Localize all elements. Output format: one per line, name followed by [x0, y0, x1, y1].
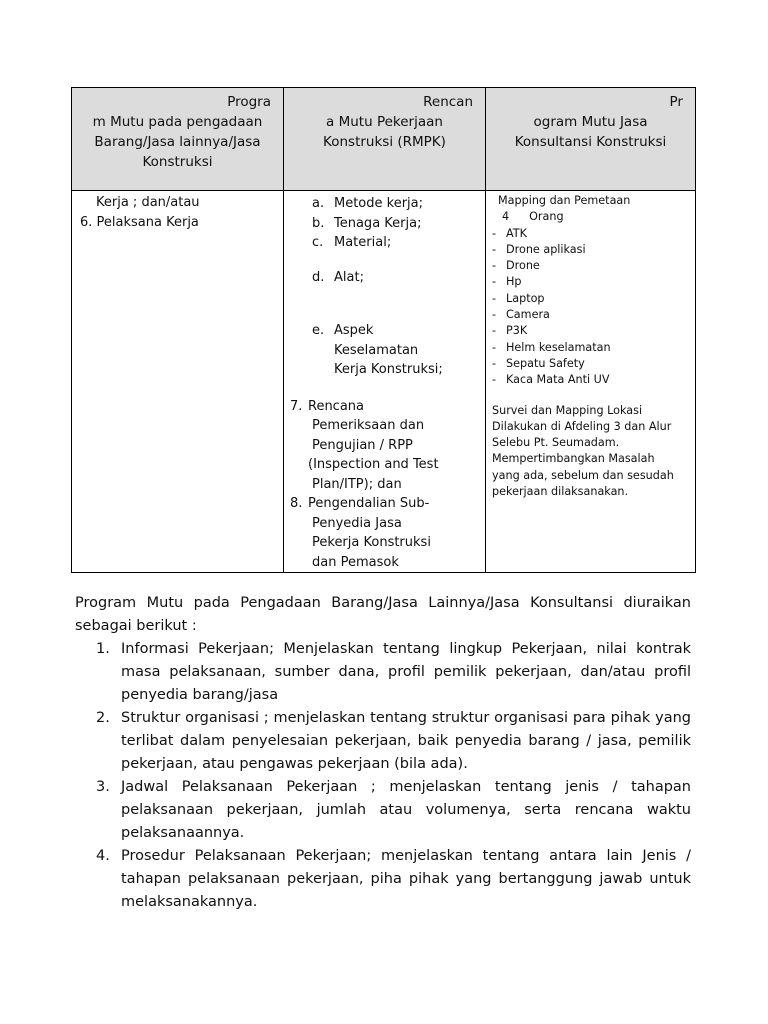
- list-item-text: Hp: [506, 275, 522, 289]
- equipment-list: [492, 226, 689, 389]
- list-item-line: Penyedia Jasa: [312, 515, 402, 531]
- dash-marker: -: [492, 340, 497, 354]
- list-item: [290, 397, 481, 495]
- list-item-line: Rencana: [308, 398, 365, 414]
- list-item-text: Kaca Mata Anti UV: [506, 373, 610, 387]
- note-line: Survei dan Mapping Lokasi: [492, 403, 643, 417]
- col3-personnel: [492, 209, 689, 225]
- list-item-line: (Inspection and Test: [308, 457, 439, 472]
- list-marker: b.: [312, 215, 325, 231]
- header-1-line: Barang/Jasa lainnya/Jasa: [94, 134, 261, 150]
- dash-marker: -: [492, 291, 497, 305]
- dash-marker: -: [492, 242, 497, 256]
- header-1-line: m Mutu pada pengadaan: [92, 114, 263, 130]
- list-marker: 7.: [290, 398, 303, 414]
- note-line: Selebu Pt. Seumadam.: [492, 436, 620, 450]
- description-section: [75, 592, 691, 914]
- alpha-list: [290, 194, 481, 380]
- header-cell-3: [486, 88, 696, 191]
- list-item-text: Metode kerja;: [334, 196, 424, 211]
- list-item-line: Pekerja Konstruksi: [312, 535, 431, 550]
- list-item: [75, 707, 691, 776]
- note-line: Dilakukan di Afdeling 3 dan Alur: [492, 419, 672, 433]
- list-item: [492, 274, 689, 290]
- list-item-line: Pengendalian Sub-: [308, 496, 430, 511]
- list-marker: 1.: [96, 641, 110, 657]
- list-marker: 8.: [290, 496, 303, 511]
- list-item: [492, 323, 689, 339]
- list-item-text: ATK: [506, 226, 527, 240]
- list-item-text: Alat;: [334, 269, 364, 285]
- dash-marker: -: [492, 308, 497, 322]
- list-item: [492, 307, 689, 323]
- list-item-text: Aspek Keselamatan Kerja Konstruksi;: [334, 323, 443, 377]
- header-3-line: Konsultansi Konstruksi: [514, 134, 667, 150]
- table-header-row: [72, 88, 696, 191]
- body-cell-3: [486, 191, 696, 573]
- header-2-first-line: Rencan: [423, 94, 473, 110]
- list-marker: 4.: [96, 848, 110, 864]
- list-marker: 2.: [96, 710, 110, 726]
- list-item-text: Helm keselamatan: [506, 340, 611, 354]
- list-item: [290, 214, 481, 234]
- list-item-line: Plan/ITP); dan: [312, 476, 402, 492]
- program-items-list: [75, 638, 691, 914]
- list-item-text: Material;: [334, 235, 392, 250]
- dash-marker: -: [492, 275, 497, 289]
- list-marker: a.: [312, 196, 325, 211]
- header-2-line: Konstruksi (RMPK): [323, 134, 446, 150]
- list-item: [290, 233, 481, 253]
- list-item: [492, 340, 689, 356]
- list-item-line: Pengujian / RPP: [312, 437, 413, 453]
- list-item-text: P3K: [506, 324, 528, 338]
- list-marker: c.: [312, 235, 324, 250]
- list-marker: d.: [312, 269, 325, 285]
- list-item-text: Laptop: [506, 291, 545, 305]
- numbered-list: [290, 397, 481, 573]
- list-item: [290, 494, 481, 572]
- list-item: [492, 356, 689, 372]
- list-item: [290, 194, 481, 214]
- quality-program-table: [71, 87, 696, 573]
- dash-marker: -: [492, 226, 497, 240]
- body-cell-1: [72, 191, 284, 573]
- list-item-text: Jadwal Pelaksanaan Pekerjaan ; menjelaskan tentang jenis / tahapan pelaksanaan pekerjaan, jumlah atau volumenya, serta rencana waktu pelaksanaannya.: [121, 779, 691, 841]
- dash-marker: -: [492, 259, 497, 273]
- list-item: [492, 226, 689, 242]
- personnel-count: 4: [502, 210, 510, 224]
- list-item: [492, 372, 689, 388]
- list-item-line: dan Pemasok: [312, 554, 399, 570]
- header-2-line: a Mutu Pekerjaan: [326, 114, 443, 130]
- header-cell-1: [72, 88, 284, 191]
- intro-paragraph: Program Mutu pada Pengadaan Barang/Jasa Lainnya/Jasa Konsultansi diuraikan sebagai berikut :: [75, 595, 691, 634]
- col1-line-2: 6. Pelaksana Kerja: [80, 215, 199, 230]
- col3-title: Mapping dan Pemetaan: [498, 194, 631, 207]
- list-marker: e.: [312, 323, 325, 338]
- header-3-first-line: Pr: [669, 94, 683, 110]
- list-item-text: Camera: [506, 308, 550, 322]
- list-item-text: Informasi Pekerjaan; Menjelaskan tentang lingkup Pekerjaan, nilai kontrak masa pelaksanaan, sumber dana, profil pemilik pekerjaan, dan/atau profil penyedia barang/jasa: [121, 641, 691, 703]
- list-item: [492, 242, 689, 258]
- header-1-line: Konstruksi: [142, 154, 213, 170]
- list-item-text: Prosedur Pelaksanaan Pekerjaan; menjelaskan tentang antara lain Jenis / tahapan pelaksanaan pekerjaan, piha pihak yang bertanggung jawab untuk melaksanakannya.: [121, 848, 691, 910]
- list-item-text: Tenaga Kerja;: [334, 215, 422, 231]
- list-item-line: Pemeriksaan dan: [312, 418, 425, 433]
- list-item-text: Struktur organisasi ; menjelaskan tentang struktur organisasi para pihak yang terlibat dalam penyelesaian pekerjaan, baik penyedia barang / jasa, pemilik pekerjaan, atau pengawas pekerjaan (bila ada).: [121, 710, 691, 772]
- note-line: Mempertimbangkan Masalah: [492, 452, 655, 466]
- list-item: [492, 258, 689, 274]
- note-line: yang ada, sebelum dan sesudah: [492, 468, 674, 482]
- header-1-first-line: Progra: [227, 94, 271, 110]
- list-item-text: Drone aplikasi: [506, 242, 586, 256]
- note-line: pekerjaan dilaksanakan.: [492, 485, 629, 499]
- dash-marker: -: [492, 356, 497, 370]
- list-item: [75, 638, 691, 707]
- list-item: [75, 845, 691, 914]
- header-3-line: ogram Mutu Jasa: [533, 114, 648, 130]
- body-cell-2: [284, 191, 486, 573]
- table-body-row: [72, 191, 696, 573]
- survey-note: [492, 403, 689, 501]
- col1-line-1: Kerja ; dan/atau: [96, 195, 200, 210]
- list-item: [75, 776, 691, 845]
- list-item: [290, 268, 481, 288]
- header-cell-2: [284, 88, 486, 191]
- dash-marker: -: [492, 373, 497, 387]
- list-item-text: Drone: [506, 259, 540, 273]
- dash-marker: -: [492, 324, 497, 338]
- list-marker: 3.: [96, 779, 110, 795]
- personnel-unit: Orang: [529, 210, 564, 224]
- list-item: [290, 321, 481, 380]
- list-item: [492, 291, 689, 307]
- list-item-text: Sepatu Safety: [506, 356, 585, 370]
